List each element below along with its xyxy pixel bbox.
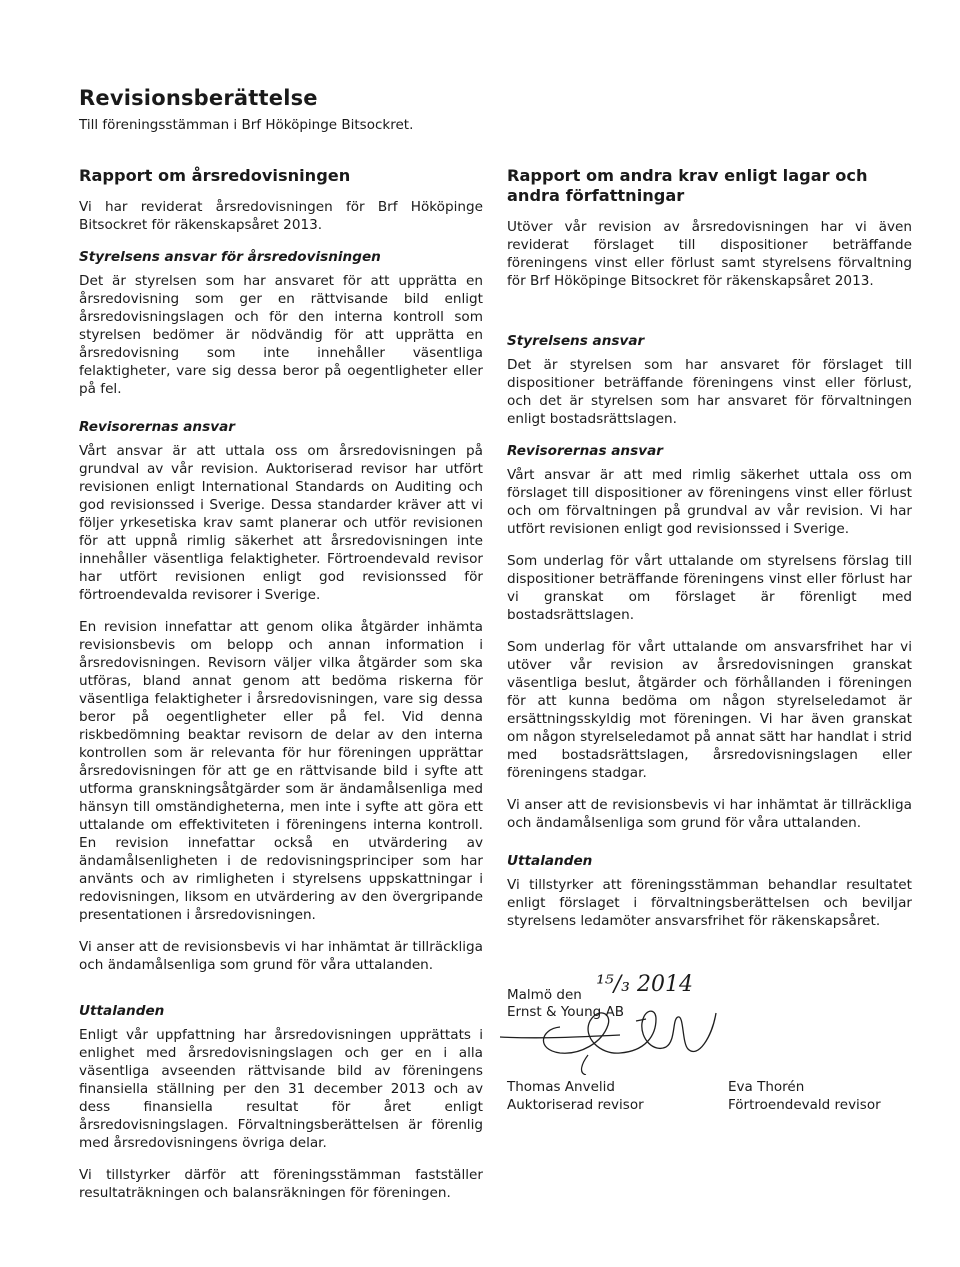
left-column <box>79 166 483 1202</box>
statements-paragraph-1: Enligt vår uppfattning har årsredovisningen upprättats i enlighet med årsredovisningslagen och ger en i alla väsentliga avseenden rättvisande bild av föreningens finansiella ställning per den 31 december 2013 och av dess finansiella resultat för året enligt årsredovisningslagen. Förvaltningsberättelsen är förenlig med årsredovisningens övriga delar. <box>79 1027 483 1151</box>
subheading-board-responsibility: Styrelsens ansvar för årsredovisningen <box>79 249 381 265</box>
right-column <box>507 166 912 930</box>
page-title: Revisionsberättelse <box>79 86 318 110</box>
subheading-statements-right: Uttalanden <box>507 853 593 869</box>
signature-place: Malmö den <box>507 987 582 1003</box>
right-auditor-paragraph-3: Som underlag för vårt uttalande om ansvarsfrihet har vi utöver vår revision av årsredovisningen granskat väsentliga beslut, åtgärder och förhållanden i föreningen för att kunna bedöma om någon styrelseledamot är ersättningsskyldig mot föreningen. Vi har även granskat om någon styrelseledamot på annat sätt har handlat i strid med bostadsrättslagen, årsredovisningslagen eller föreningens stadgar. <box>507 639 912 781</box>
statements-paragraph-2: Vi tillstyrker därför att föreningsstämman fastställer resultaträkningen och balansräkningen för föreningen. <box>79 1167 483 1201</box>
handwritten-signature <box>470 955 750 1075</box>
right-auditor-paragraph-4: Vi anser att de revisionsbevis vi har inhämtat är tillräckliga och ändamålsenliga som grund för våra uttalanden. <box>507 797 912 831</box>
subheading-board-responsibility-right: Styrelsens ansvar <box>507 333 645 349</box>
right-auditor-paragraph-2: Som underlag för vårt uttalande om styrelsens förslag till dispositioner beträffande föreningens vinst eller förlust har vi granskat om förslaget är förenligt med bostadsrättslagen. <box>507 553 912 623</box>
right-statements-paragraph: Vi tillstyrker att föreningsstämman behandlar resultatet enligt förslaget i förvaltningsberättelsen och beviljar styrelsens ledamöter ansvarsfrihet för räkenskapsåret. <box>507 877 912 929</box>
signer-eva <box>728 1078 881 1114</box>
signer1-name: Thomas Anvelid <box>507 1079 615 1095</box>
signer1-title: Auktoriserad revisor <box>507 1097 644 1113</box>
right-board-text: Det är styrelsen som har ansvaret för förslaget till dispositioner beträffande föreningens vinst eller förlust, och det är styrelsen som har ansvaret för förvaltningen enligt bostadsrättslagen. <box>507 357 912 427</box>
auditor-paragraph-1: Vårt ansvar är att uttala oss om årsredovisningen på grundval av vår revision. Auktoriserad revisor har utfört revisionen enligt International Standards on Auditing och god revisionssed i Sverige. Dessa standarder kräver att vi följer yrkesetiska krav samt planerar och utför revisionen för att uppnå rimlig säkerhet att årsredovisningen inte innehåller väsentliga felaktigheter. Förtroendevald revisor har utfört revisionen enligt god revisionssed för förtroendevalda revisorer i Sverige. <box>79 443 483 603</box>
auditor-paragraph-2: En revision innefattar att genom olika åtgärder inhämta revisionsbevis om belopp och annan information i årsredovisningen. Revisorn väljer vilka åtgärder som ska utföras, bland annat genom att bedöma riskerna för väsentliga felaktigheter i årsredovisningen, vare sig dessa beror på oegentligheter eller på fel. Vid denna riskbedömning beaktar revisorn de delar av den interna kontrollen som är relevanta för hur föreningen upprättar årsredovisningen för att ge en rättvisande bild i syfte att utforma granskningsåtgärder som är ändamålsenliga med hänsyn till omständigheterna, men inte i syfte att göra ett uttalande om effektiviteten i föreningens interna kontroll. En revision innefattar också en utvärdering av ändamålsenligheten i de redovisningsprinciper som har använts och av rimligheten i styrelsens uppskattningar i redovisningen, liksom en utvärdering av den övergripande presentationen i årsredovisningen. <box>79 619 483 923</box>
signer2-title: Förtroendevald revisor <box>728 1097 881 1113</box>
subheading-auditor-responsibility-right: Revisorernas ansvar <box>507 443 663 459</box>
signer-thomas <box>507 1078 644 1114</box>
subheading-statements: Uttalanden <box>79 1003 165 1019</box>
intro-paragraph: Vi har reviderat årsredovisningen för Brf Hököpinge Bitsockret för räkenskapsåret 2013. <box>79 199 483 233</box>
signer2-name: Eva Thorén <box>728 1079 805 1095</box>
section-heading-report: Rapport om årsredovisningen <box>79 166 351 185</box>
section-heading-other-requirements: Rapport om andra krav enligt lagar och andra författningar <box>507 166 868 205</box>
auditor-paragraph-3: Vi anser att de revisionsbevis vi har inhämtat är tillräckliga och ändamålsenliga som grund för våra uttalanden. <box>79 939 483 973</box>
handwritten-date: ¹⁵/₃ 2014 <box>596 972 693 997</box>
audit-firm: Ernst & Young AB <box>507 1004 625 1020</box>
subheading-auditor-responsibility: Revisorernas ansvar <box>79 419 235 435</box>
right-intro-paragraph: Utöver vår revision av årsredovisningen har vi även reviderat förslaget till dispositioner beträffande föreningens vinst eller förlust samt styrelsens förvaltning för Brf Hököpinge Bitsockret för räkenskapsåret 2013. <box>507 219 912 289</box>
page-subtitle: Till föreningsstämman i Brf Hököpinge Bitsockret. <box>79 117 414 133</box>
board-responsibility-text: Det är styrelsen som har ansvaret för att upprätta en årsredovisning som ger en rättvisande bild enligt årsredovisningslagen och för den interna kontroll som styrelsen bedömer är nödvändig för att upprätta en årsredovisning som inte innehåller väsentliga felaktigheter, vare sig dessa beror på oegentligheter eller på fel. <box>79 273 483 397</box>
right-auditor-paragraph-1: Vårt ansvar är att med rimlig säkerhet uttala oss om förslaget till dispositioner av föreningens vinst eller förlust och om förvaltningen på grundval av vår revision. Vi har utfört revisionen enligt god revisionssed i Sverige. <box>507 467 912 537</box>
